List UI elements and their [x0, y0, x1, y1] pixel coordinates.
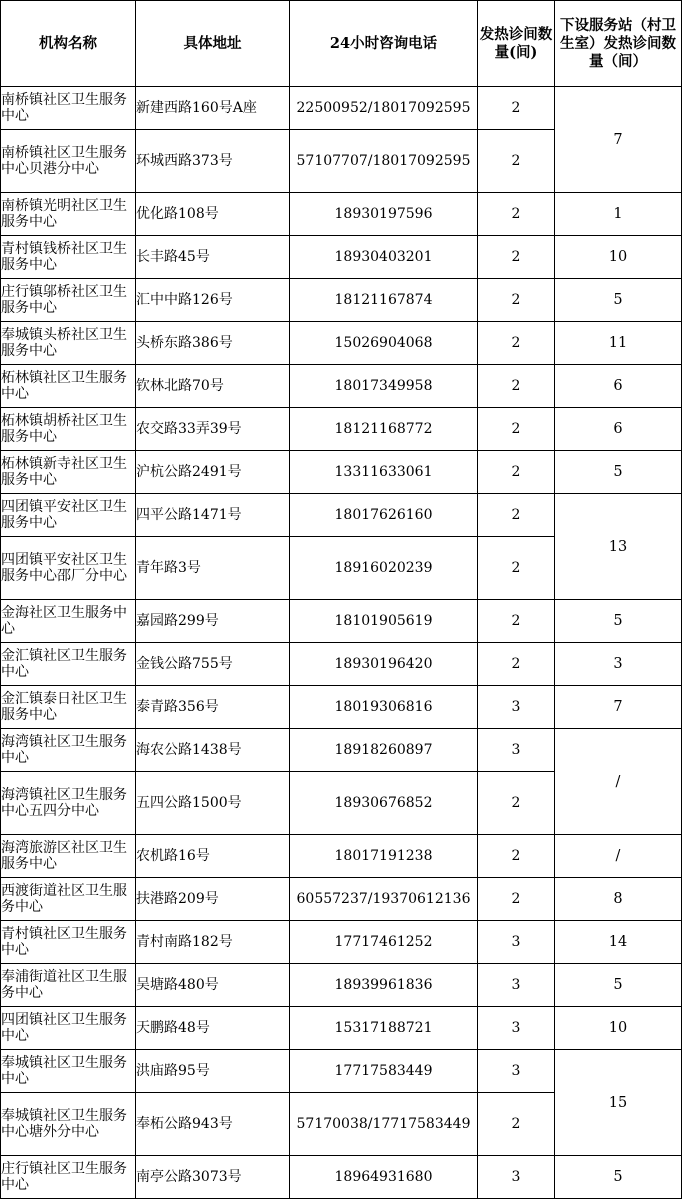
- cell-sub-fever-rooms: 7: [555, 87, 682, 193]
- cell-name: 金海社区卫生服务中心: [1, 600, 136, 643]
- table-row: [1, 1007, 682, 1050]
- cell-phone: 18101905619: [290, 600, 478, 643]
- cell-phone: 13311633061: [290, 451, 478, 494]
- cell-phone: 57107707/18017092595: [290, 130, 478, 193]
- cell-address: 泰青路356号: [136, 686, 290, 729]
- table-row: [1, 964, 682, 1007]
- cell-fever-rooms: 3: [478, 1007, 555, 1050]
- cell-fever-rooms: 2: [478, 878, 555, 921]
- cell-phone: 15026904068: [290, 322, 478, 365]
- header-fever-rooms: 发热诊间数量(间): [478, 1, 555, 87]
- cell-name: 柘林镇新寺社区卫生服务中心: [1, 451, 136, 494]
- cell-fever-rooms: 2: [478, 236, 555, 279]
- cell-name: 四团镇平安社区卫生服务中心邵厂分中心: [1, 537, 136, 600]
- header-name: 机构名称: [1, 1, 136, 87]
- cell-phone: 18930676852: [290, 772, 478, 835]
- cell-phone: 18121167874: [290, 279, 478, 322]
- cell-fever-rooms: 2: [478, 643, 555, 686]
- cell-sub-fever-rooms: 3: [555, 643, 682, 686]
- table-row: [1, 236, 682, 279]
- cell-sub-fever-rooms: 10: [555, 1007, 682, 1050]
- cell-name: 四团镇平安社区卫生服务中心: [1, 494, 136, 537]
- cell-sub-fever-rooms: /: [555, 835, 682, 878]
- table-row: [1, 193, 682, 236]
- cell-sub-fever-rooms: 5: [555, 1156, 682, 1199]
- cell-phone: 18930403201: [290, 236, 478, 279]
- header-phone: 24小时咨询电话: [290, 1, 478, 87]
- cell-phone: 18019306816: [290, 686, 478, 729]
- cell-fever-rooms: 2: [478, 494, 555, 537]
- table-row: [1, 643, 682, 686]
- cell-address: 洪庙路95号: [136, 1050, 290, 1093]
- cell-name: 南桥镇社区卫生服务中心贝港分中心: [1, 130, 136, 193]
- cell-address: 优化路108号: [136, 193, 290, 236]
- cell-fever-rooms: 3: [478, 1050, 555, 1093]
- cell-name: 青村镇钱桥社区卫生服务中心: [1, 236, 136, 279]
- cell-address: 五四公路1500号: [136, 772, 290, 835]
- header-address: 具体地址: [136, 1, 290, 87]
- cell-fever-rooms: 3: [478, 921, 555, 964]
- cell-sub-fever-rooms: 14: [555, 921, 682, 964]
- cell-sub-fever-rooms: 5: [555, 279, 682, 322]
- cell-name: 庄行镇社区卫生服务中心: [1, 1156, 136, 1199]
- cell-name: 奉城镇社区卫生服务中心塘外分中心: [1, 1093, 136, 1156]
- table-row: [1, 835, 682, 878]
- table-row: [1, 686, 682, 729]
- cell-sub-fever-rooms: 15: [555, 1050, 682, 1156]
- cell-name: 海湾镇社区卫生服务中心五四分中心: [1, 772, 136, 835]
- cell-phone: 18964931680: [290, 1156, 478, 1199]
- cell-fever-rooms: 2: [478, 451, 555, 494]
- table-row: [1, 1156, 682, 1199]
- cell-fever-rooms: 2: [478, 537, 555, 600]
- cell-fever-rooms: 2: [478, 322, 555, 365]
- cell-fever-rooms: 2: [478, 600, 555, 643]
- cell-sub-fever-rooms: 5: [555, 600, 682, 643]
- cell-address: 扶港路209号: [136, 878, 290, 921]
- table-row: [1, 878, 682, 921]
- cell-name: 金汇镇社区卫生服务中心: [1, 643, 136, 686]
- table-row: [1, 322, 682, 365]
- cell-phone: 18939961836: [290, 964, 478, 1007]
- cell-sub-fever-rooms: 8: [555, 878, 682, 921]
- cell-sub-fever-rooms: 5: [555, 964, 682, 1007]
- cell-address: 嘉园路299号: [136, 600, 290, 643]
- cell-sub-fever-rooms: /: [555, 729, 682, 835]
- table-row: [1, 1050, 682, 1093]
- cell-phone: 22500952/18017092595: [290, 87, 478, 130]
- cell-address: 新建西路160号A座: [136, 87, 290, 130]
- cell-sub-fever-rooms: 10: [555, 236, 682, 279]
- cell-fever-rooms: 2: [478, 193, 555, 236]
- cell-name: 青村镇社区卫生服务中心: [1, 921, 136, 964]
- cell-phone: 18916020239: [290, 537, 478, 600]
- cell-phone: 15317188721: [290, 1007, 478, 1050]
- cell-name: 南桥镇光明社区卫生服务中心: [1, 193, 136, 236]
- cell-fever-rooms: 3: [478, 1156, 555, 1199]
- cell-address: 长丰路45号: [136, 236, 290, 279]
- cell-address: 吴塘路480号: [136, 964, 290, 1007]
- cell-fever-rooms: 3: [478, 964, 555, 1007]
- cell-phone: 18017191238: [290, 835, 478, 878]
- cell-sub-fever-rooms: 6: [555, 408, 682, 451]
- cell-phone: 60557237/19370612136: [290, 878, 478, 921]
- cell-address: 天鹏路48号: [136, 1007, 290, 1050]
- table-row: [1, 408, 682, 451]
- cell-name: 柘林镇社区卫生服务中心: [1, 365, 136, 408]
- cell-fever-rooms: 2: [478, 130, 555, 193]
- cell-phone: 18930197596: [290, 193, 478, 236]
- cell-phone: 18121168772: [290, 408, 478, 451]
- cell-address: 海农公路1438号: [136, 729, 290, 772]
- cell-phone: 17717461252: [290, 921, 478, 964]
- cell-name: 南桥镇社区卫生服务中心: [1, 87, 136, 130]
- header-sub-fever-rooms: 下设服务站（村卫生室）发热诊间数量（间）: [555, 1, 682, 87]
- cell-address: 青年路3号: [136, 537, 290, 600]
- cell-address: 四平公路1471号: [136, 494, 290, 537]
- cell-name: 奉城镇社区卫生服务中心: [1, 1050, 136, 1093]
- cell-address: 沪杭公路2491号: [136, 451, 290, 494]
- table-row: [1, 494, 682, 537]
- table-row: [1, 87, 682, 130]
- cell-sub-fever-rooms: 5: [555, 451, 682, 494]
- cell-address: 奉柘公路943号: [136, 1093, 290, 1156]
- cell-phone: 18017349958: [290, 365, 478, 408]
- cell-fever-rooms: 2: [478, 408, 555, 451]
- cell-address: 环城西路373号: [136, 130, 290, 193]
- cell-name: 奉浦街道社区卫生服务中心: [1, 964, 136, 1007]
- cell-name: 柘林镇胡桥社区卫生服务中心: [1, 408, 136, 451]
- cell-address: 青村南路182号: [136, 921, 290, 964]
- cell-phone: 18930196420: [290, 643, 478, 686]
- cell-fever-rooms: 2: [478, 835, 555, 878]
- cell-address: 农交路33弄39号: [136, 408, 290, 451]
- table-row: [1, 921, 682, 964]
- cell-name: 奉城镇头桥社区卫生服务中心: [1, 322, 136, 365]
- cell-sub-fever-rooms: 13: [555, 494, 682, 600]
- cell-phone: 17717583449: [290, 1050, 478, 1093]
- cell-fever-rooms: 3: [478, 686, 555, 729]
- cell-phone: 18017626160: [290, 494, 478, 537]
- cell-name: 庄行镇邬桥社区卫生服务中心: [1, 279, 136, 322]
- cell-phone: 18918260897: [290, 729, 478, 772]
- cell-name: 四团镇社区卫生服务中心: [1, 1007, 136, 1050]
- table-row: [1, 451, 682, 494]
- cell-sub-fever-rooms: 1: [555, 193, 682, 236]
- cell-address: 金钱公路755号: [136, 643, 290, 686]
- cell-fever-rooms: 2: [478, 772, 555, 835]
- cell-sub-fever-rooms: 6: [555, 365, 682, 408]
- cell-address: 南亭公路3073号: [136, 1156, 290, 1199]
- cell-sub-fever-rooms: 7: [555, 686, 682, 729]
- cell-fever-rooms: 2: [478, 365, 555, 408]
- cell-fever-rooms: 2: [478, 279, 555, 322]
- cell-sub-fever-rooms: 11: [555, 322, 682, 365]
- table-header-row: [1, 1, 682, 87]
- table-row: [1, 365, 682, 408]
- cell-address: 钦林北路70号: [136, 365, 290, 408]
- table-row: [1, 600, 682, 643]
- cell-name: 海湾镇社区卫生服务中心: [1, 729, 136, 772]
- cell-name: 海湾旅游区社区卫生服务中心: [1, 835, 136, 878]
- table-row: [1, 279, 682, 322]
- cell-fever-rooms: 2: [478, 1093, 555, 1156]
- cell-fever-rooms: 2: [478, 87, 555, 130]
- cell-phone: 57170038/17717583449: [290, 1093, 478, 1156]
- cell-fever-rooms: 3: [478, 729, 555, 772]
- cell-address: 农机路16号: [136, 835, 290, 878]
- cell-address: 头桥东路386号: [136, 322, 290, 365]
- cell-name: 西渡街道社区卫生服务中心: [1, 878, 136, 921]
- cell-name: 金汇镇泰日社区卫生服务中心: [1, 686, 136, 729]
- table-row: [1, 729, 682, 772]
- cell-address: 汇中中路126号: [136, 279, 290, 322]
